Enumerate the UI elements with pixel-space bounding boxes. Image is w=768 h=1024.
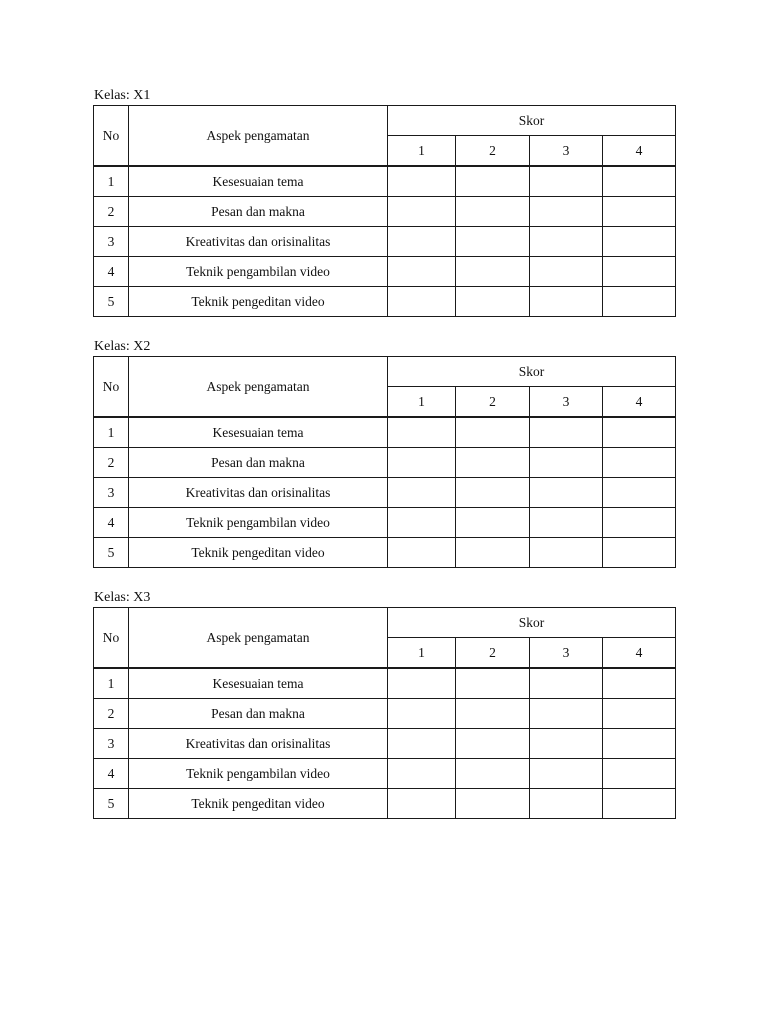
score-cell-3[interactable] — [530, 448, 603, 478]
skor-level-2: 2 — [456, 387, 530, 418]
row-aspek: Pesan dan makna — [129, 448, 388, 478]
score-cell-2[interactable] — [456, 257, 530, 287]
rubric-table — [93, 356, 676, 568]
row-aspek: Teknik pengambilan video — [129, 257, 388, 287]
rubric-table — [93, 607, 676, 819]
score-cell-4[interactable] — [603, 257, 676, 287]
score-cell-2[interactable] — [456, 197, 530, 227]
skor-level-1: 1 — [388, 136, 456, 167]
score-cell-3[interactable] — [530, 166, 603, 197]
table-row — [94, 668, 676, 699]
kelas-section-x2 — [93, 339, 675, 568]
row-no: 5 — [94, 789, 129, 819]
aspek-header: Aspek pengamatan — [129, 357, 388, 418]
score-cell-1[interactable] — [388, 699, 456, 729]
skor-level-2: 2 — [456, 136, 530, 167]
score-cell-4[interactable] — [603, 227, 676, 257]
score-cell-1[interactable] — [388, 789, 456, 819]
score-cell-1[interactable] — [388, 538, 456, 568]
score-cell-2[interactable] — [456, 699, 530, 729]
table-row — [94, 417, 676, 448]
score-cell-4[interactable] — [603, 538, 676, 568]
row-no: 1 — [94, 668, 129, 699]
skor-level-4: 4 — [603, 638, 676, 669]
row-no: 1 — [94, 417, 129, 448]
score-cell-1[interactable] — [388, 508, 456, 538]
skor-level-4: 4 — [603, 136, 676, 167]
table-row — [94, 699, 676, 729]
score-cell-4[interactable] — [603, 729, 676, 759]
no-header: No — [94, 608, 129, 669]
score-cell-2[interactable] — [456, 789, 530, 819]
table-row — [94, 789, 676, 819]
score-cell-3[interactable] — [530, 759, 603, 789]
header-row — [94, 357, 676, 387]
row-aspek: Teknik pengeditan video — [129, 287, 388, 317]
score-cell-3[interactable] — [530, 417, 603, 448]
score-cell-4[interactable] — [603, 197, 676, 227]
row-aspek: Kreativitas dan orisinalitas — [129, 478, 388, 508]
skor-level-1: 1 — [388, 638, 456, 669]
row-aspek: Pesan dan makna — [129, 699, 388, 729]
aspek-header: Aspek pengamatan — [129, 106, 388, 167]
aspek-header: Aspek pengamatan — [129, 608, 388, 669]
score-cell-3[interactable] — [530, 699, 603, 729]
score-cell-4[interactable] — [603, 668, 676, 699]
row-aspek: Teknik pengeditan video — [129, 789, 388, 819]
score-cell-4[interactable] — [603, 789, 676, 819]
score-cell-4[interactable] — [603, 287, 676, 317]
score-cell-4[interactable] — [603, 508, 676, 538]
score-cell-4[interactable] — [603, 478, 676, 508]
score-cell-1[interactable] — [388, 166, 456, 197]
score-cell-2[interactable] — [456, 478, 530, 508]
skor-level-4: 4 — [603, 387, 676, 418]
table-row — [94, 759, 676, 789]
row-no: 2 — [94, 699, 129, 729]
score-cell-3[interactable] — [530, 668, 603, 699]
skor-header: Skor — [388, 106, 676, 136]
score-cell-2[interactable] — [456, 227, 530, 257]
score-cell-2[interactable] — [456, 668, 530, 699]
score-cell-2[interactable] — [456, 538, 530, 568]
table-row — [94, 227, 676, 257]
skor-level-3: 3 — [530, 136, 603, 167]
skor-header: Skor — [388, 608, 676, 638]
score-cell-2[interactable] — [456, 508, 530, 538]
table-row — [94, 448, 676, 478]
score-cell-3[interactable] — [530, 508, 603, 538]
kelas-section-x1 — [93, 88, 675, 317]
score-cell-1[interactable] — [388, 287, 456, 317]
score-cell-3[interactable] — [530, 478, 603, 508]
skor-header: Skor — [388, 357, 676, 387]
row-no: 4 — [94, 759, 129, 789]
score-cell-1[interactable] — [388, 417, 456, 448]
table-row — [94, 478, 676, 508]
row-no: 2 — [94, 197, 129, 227]
row-no: 1 — [94, 166, 129, 197]
skor-level-3: 3 — [530, 387, 603, 418]
score-cell-2[interactable] — [456, 448, 530, 478]
skor-level-1: 1 — [388, 387, 456, 418]
score-cell-3[interactable] — [530, 197, 603, 227]
score-cell-1[interactable] — [388, 478, 456, 508]
score-cell-3[interactable] — [530, 257, 603, 287]
score-cell-2[interactable] — [456, 166, 530, 197]
table-row — [94, 197, 676, 227]
kelas-label: Kelas: X3 — [94, 590, 151, 605]
score-cell-1[interactable] — [388, 227, 456, 257]
row-aspek: Kesesuaian tema — [129, 166, 388, 197]
row-aspek: Teknik pengambilan video — [129, 508, 388, 538]
score-cell-4[interactable] — [603, 166, 676, 197]
header-row — [94, 106, 676, 136]
no-header: No — [94, 106, 129, 167]
score-cell-1[interactable] — [388, 257, 456, 287]
row-aspek: Teknik pengambilan video — [129, 759, 388, 789]
score-cell-3[interactable] — [530, 227, 603, 257]
header-row — [94, 608, 676, 638]
row-aspek: Kesesuaian tema — [129, 417, 388, 448]
table-row — [94, 729, 676, 759]
table-row — [94, 508, 676, 538]
table-row — [94, 257, 676, 287]
row-aspek: Kreativitas dan orisinalitas — [129, 227, 388, 257]
row-no: 3 — [94, 478, 129, 508]
kelas-label: Kelas: X1 — [94, 88, 151, 103]
score-cell-3[interactable] — [530, 287, 603, 317]
row-no: 3 — [94, 729, 129, 759]
score-cell-2[interactable] — [456, 287, 530, 317]
row-aspek: Kreativitas dan orisinalitas — [129, 729, 388, 759]
row-no: 2 — [94, 448, 129, 478]
row-no: 5 — [94, 538, 129, 568]
score-cell-1[interactable] — [388, 729, 456, 759]
row-aspek: Teknik pengeditan video — [129, 538, 388, 568]
row-no: 4 — [94, 257, 129, 287]
score-cell-1[interactable] — [388, 668, 456, 699]
table-row — [94, 538, 676, 568]
score-cell-1[interactable] — [388, 759, 456, 789]
score-cell-1[interactable] — [388, 448, 456, 478]
no-header: No — [94, 357, 129, 418]
score-cell-2[interactable] — [456, 417, 530, 448]
row-no: 5 — [94, 287, 129, 317]
score-cell-4[interactable] — [603, 448, 676, 478]
score-cell-3[interactable] — [530, 789, 603, 819]
score-cell-4[interactable] — [603, 417, 676, 448]
table-row — [94, 287, 676, 317]
score-cell-3[interactable] — [530, 538, 603, 568]
score-cell-3[interactable] — [530, 729, 603, 759]
skor-level-3: 3 — [530, 638, 603, 669]
score-cell-4[interactable] — [603, 699, 676, 729]
rubric-table — [93, 105, 676, 317]
score-cell-2[interactable] — [456, 759, 530, 789]
kelas-label: Kelas: X2 — [94, 339, 151, 354]
score-cell-1[interactable] — [388, 197, 456, 227]
row-no: 3 — [94, 227, 129, 257]
score-cell-4[interactable] — [603, 759, 676, 789]
row-no: 4 — [94, 508, 129, 538]
kelas-section-x3 — [93, 590, 675, 819]
skor-level-2: 2 — [456, 638, 530, 669]
table-row — [94, 166, 676, 197]
score-cell-2[interactable] — [456, 729, 530, 759]
row-aspek: Pesan dan makna — [129, 197, 388, 227]
row-aspek: Kesesuaian tema — [129, 668, 388, 699]
